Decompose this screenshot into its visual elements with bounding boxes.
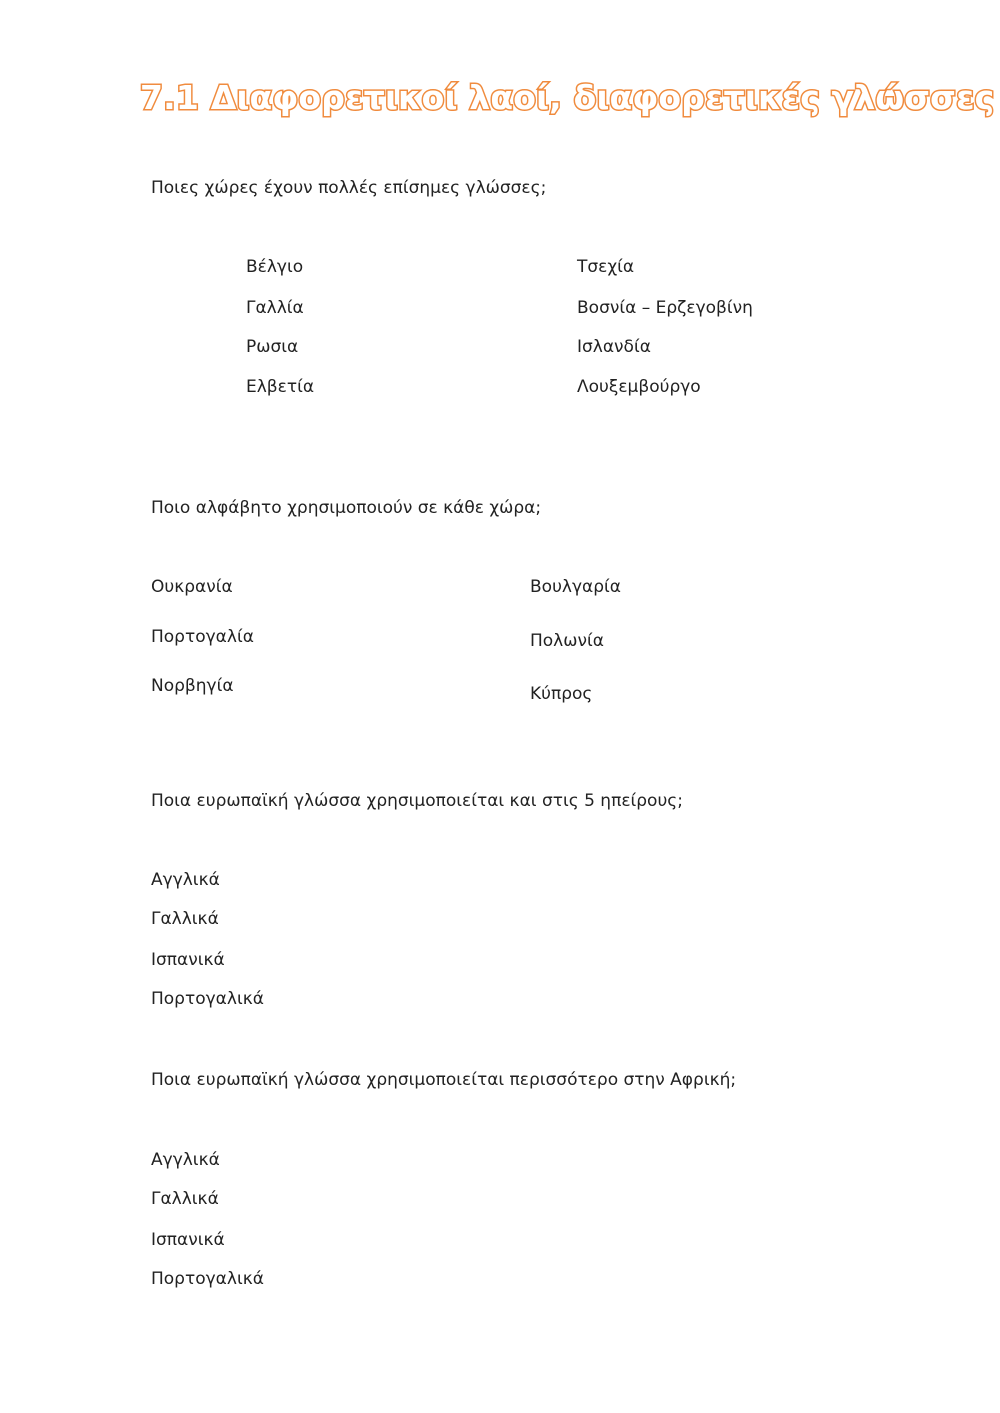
q2-item-cyprus[interactable]: Κύπρος — [530, 684, 593, 704]
q1-option-czechia[interactable]: Τσεχία — [577, 257, 635, 277]
q1-option-belgium[interactable]: Βέλγιο — [246, 257, 304, 277]
q2-item-ukraine[interactable]: Ουκρανία — [151, 577, 233, 597]
page-title: 7.1 Διαφορετικοί λαοί, διαφορετικές γλώσσες — [140, 78, 995, 117]
q4-option-english[interactable]: Αγγλικά — [151, 1150, 220, 1170]
q4-option-french[interactable]: Γαλλικά — [151, 1189, 219, 1209]
q1-option-france[interactable]: Γαλλία — [246, 298, 304, 318]
q3-option-english[interactable]: Αγγλικά — [151, 870, 220, 890]
q2-item-norway[interactable]: Νορβηγία — [151, 676, 234, 696]
q4-option-spanish[interactable]: Ισπανικά — [151, 1230, 225, 1250]
question-1: Ποιες χώρες έχουν πολλές επίσημες γλώσσες; — [151, 178, 547, 198]
question-4: Ποια ευρωπαϊκή γλώσσα χρησιμοποιείται περισσότερο στην Αφρική; — [151, 1070, 737, 1090]
q3-option-spanish[interactable]: Ισπανικά — [151, 950, 225, 970]
q2-item-poland[interactable]: Πολωνία — [530, 631, 604, 651]
q3-option-portuguese[interactable]: Πορτογαλικά — [151, 989, 264, 1009]
q2-item-portugal[interactable]: Πορτογαλία — [151, 627, 254, 647]
q1-option-russia[interactable]: Ρωσια — [246, 337, 299, 357]
q1-option-luxembourg[interactable]: Λουξεμβούργο — [577, 377, 701, 397]
question-2: Ποιο αλφάβητο χρησιμοποιούν σε κάθε χώρα; — [151, 498, 542, 518]
q1-option-iceland[interactable]: Ισλανδία — [577, 337, 651, 357]
q4-option-portuguese[interactable]: Πορτογαλικά — [151, 1269, 264, 1289]
question-3: Ποια ευρωπαϊκή γλώσσα χρησιμοποιείται και στις 5 ηπείρους; — [151, 791, 683, 811]
q3-option-french[interactable]: Γαλλικά — [151, 909, 219, 929]
q1-option-bosnia[interactable]: Βοσνία – Ερζεγοβίνη — [577, 298, 753, 318]
q1-option-switzerland[interactable]: Ελβετία — [246, 377, 315, 397]
q2-item-bulgaria[interactable]: Βουλγαρία — [530, 577, 621, 597]
